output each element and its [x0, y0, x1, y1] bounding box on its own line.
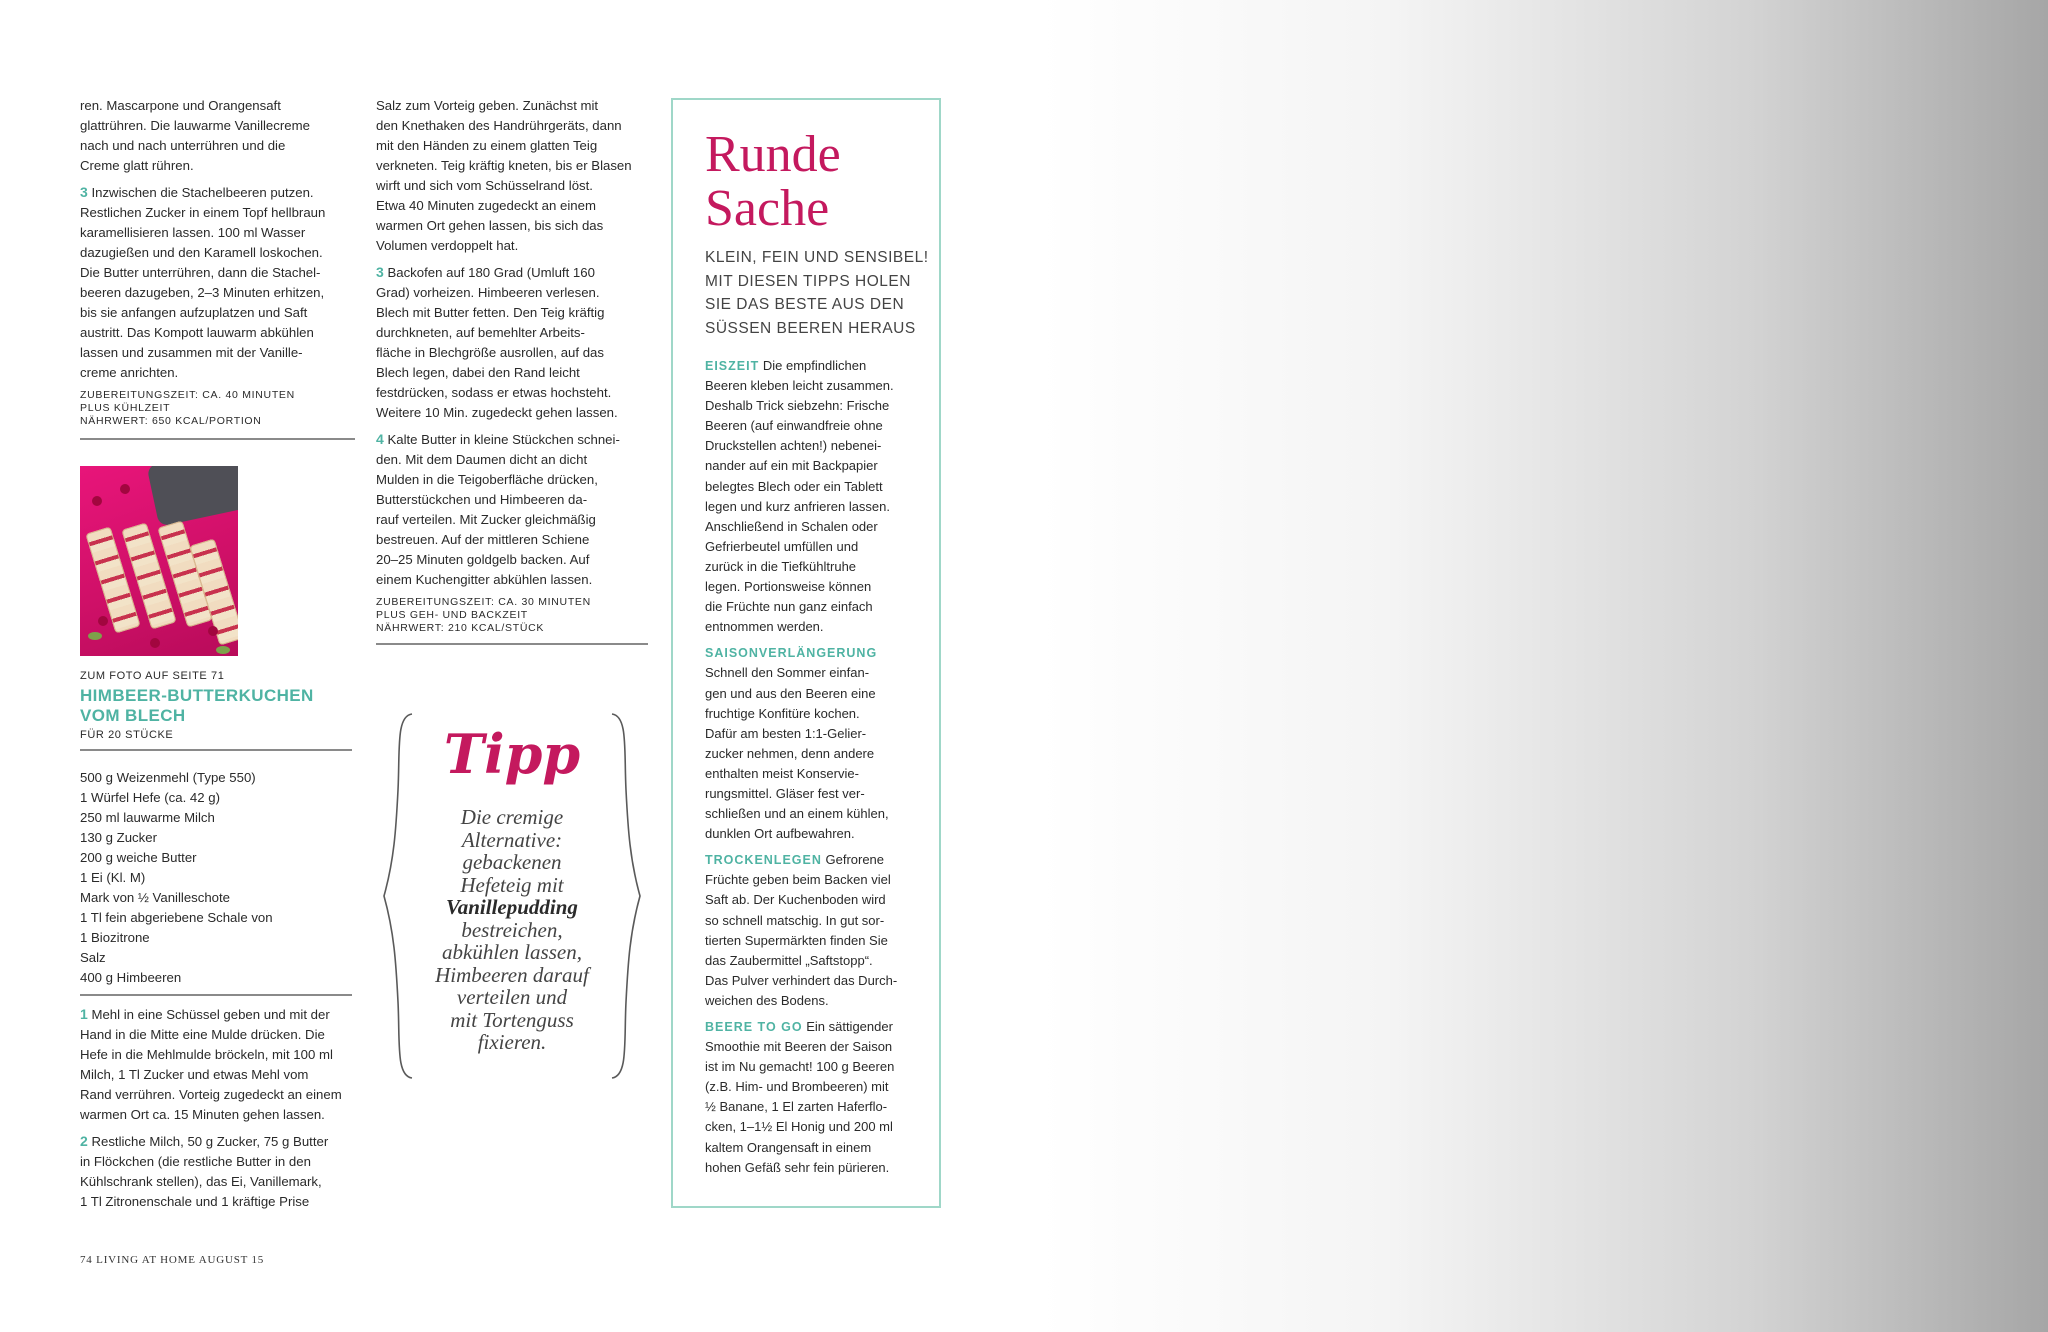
ingredient: 400 g Himbeeren: [80, 970, 182, 985]
step-number: 3: [376, 264, 384, 280]
divider: [376, 643, 648, 645]
raspberry: [208, 626, 218, 636]
ingredient: Mark von ½ Vanilleschote: [80, 890, 231, 905]
ingredient: 1 Ei (Kl. M): [80, 870, 146, 885]
ingredient: 1 Würfel Hefe (ca. 42 g): [80, 790, 220, 805]
ingredients-list: [80, 768, 352, 996]
tipp-title: Tipp: [443, 722, 581, 786]
tip-text: Gefrorene Früchte geben beim Backen viel Saft ab. Der Kuchenboden wird so schnell matschig. In gut sor- tierten Supermärkten finden Sie das Zaubermittel „Saftstopp“. Das Pulver verhindert das Durch- weichen des Bodens.: [705, 852, 898, 1008]
recipe-header: [80, 668, 352, 751]
ingredient: Salz: [80, 950, 106, 965]
recipe-meta: ZUBEREITUNGSZEIT: CA. 40 MINUTEN PLUS KÜHLZEIT NÄHRWERT: 650 KCAL/PORTION: [80, 389, 295, 427]
raspberry: [98, 616, 108, 626]
recipe-meta: ZUBEREITUNGSZEIT: CA. 30 MINUTEN PLUS GEH- UND BACKZEIT NÄHRWERT: 210 KCAL/STÜCK: [376, 596, 591, 634]
ingredient: 200 g weiche Butter: [80, 850, 197, 865]
step-3-paragraph: [376, 262, 648, 423]
baking-tray: [147, 466, 238, 527]
tip-section: [705, 850, 927, 1011]
tip-section: [705, 643, 927, 844]
tip-heading: BEERE TO GO: [705, 1020, 803, 1034]
ingredient: 130 g Zucker: [80, 830, 157, 845]
step-text: Restliche Milch, 50 g Zucker, 75 g Butter in Flöckchen (die restliche Butter in den Kühlschrank stellen), das Ei, Vanillemark, 1 Tl Zitronenschale und 1 kräftige Prise: [80, 1134, 329, 1209]
tip-text: Ein sättigender Smoothie mit Beeren der Saison ist im Nu gemacht! 100 g Beeren (z.B. Him- und Brombeeren) mit ½ Banane, 1 El zarten Haferflo- cken, 1–1½ El Honig und 200 ml kaltem Orangensaft in einem hohen Gefäß sehr fein pürieren.: [705, 1019, 895, 1175]
recipe-photo: [80, 466, 238, 656]
ingredient: 250 ml lauwarme Milch: [80, 810, 215, 825]
step-2-paragraph: [80, 1131, 355, 1212]
tipp-box: [378, 710, 646, 1082]
recipe-steps-left: [80, 1004, 355, 1212]
tip-heading: EISZEIT: [705, 359, 760, 373]
leaf: [216, 646, 230, 654]
column-left-top: [80, 96, 355, 440]
divider: [80, 438, 355, 440]
divider: [80, 994, 352, 996]
step-1-paragraph: [80, 1004, 355, 1125]
servings: FÜR 20 STÜCKE: [80, 729, 174, 741]
sidebar-body: [705, 356, 927, 1184]
tip-heading: TROCKENLEGEN: [705, 853, 822, 868]
tipp-text-bold: Vanillepudding: [446, 895, 578, 919]
recipe-title-line-2: VOM BLECH: [80, 706, 186, 725]
magazine-issue: LIVING AT HOME AUGUST 15: [96, 1254, 265, 1266]
raspberry: [120, 484, 130, 494]
step-number: 1: [80, 1006, 88, 1022]
page-footer: [80, 1254, 264, 1266]
leaf: [88, 632, 102, 640]
step-text: Inzwischen die Stachelbeeren putzen. Restlichen Zucker in einem Topf hellbraun karamellisieren lassen. 100 ml Wasser dazugießen und den Karamell loskochen. Die Butter unterrühren, dann die Stachel- beeren dazugeben, 2–3 Minuten erhitzen, bis sie anfangen aufzuplatzen und Saft austritt. Das Kompott lauwarm abkühlen lassen und zusammen mit der Vanille- creme anrichten.: [80, 185, 326, 380]
tip-section: [705, 356, 927, 637]
step-number: 4: [376, 431, 384, 447]
raspberry: [92, 496, 102, 506]
column-middle: [376, 96, 648, 645]
divider: [80, 749, 352, 751]
tip-heading: SAISONVERLÄNGERUNG: [705, 646, 878, 661]
ingredient: 1 Tl fein abgeriebene Schale von: [80, 910, 273, 925]
step-4-paragraph: [376, 429, 648, 590]
raspberry: [150, 638, 160, 648]
step-text: Backofen auf 180 Grad (Umluft 160 Grad) vorheizen. Himbeeren verlesen. Blech mit Butter fetten. Den Teig kräftig durchkneten, auf bemehlter Arbeits- fläche in Blechgröße ausrollen, auf das Blech legen, dabei den Rand leicht festdrücken, sodass er etwas hochsteht. Weitere 10 Min. zugedeckt gehen lassen.: [376, 265, 618, 420]
tipp-text-part: bestreichen, abkühlen lassen, Himbeeren darauf verteilen und mit Tortenguss fixieren.: [435, 917, 589, 1054]
sidebar-box: [671, 98, 941, 1208]
paragraph-continued: Salz zum Vorteig geben. Zunächst mit den Knethaken des Handrührgeräts, dann mit den Händen zu einem glatten Teig verkneten. Teig kräftig kneten, bis er Blasen wirft und sich vom Schüsselrand löst. Etwa 40 Minuten zugedeckt an einem warmen Ort gehen lassen, bis sich das Volumen verdoppelt hat.: [376, 98, 632, 253]
ingredient: 1 Biozitrone: [80, 930, 150, 945]
sidebar-subtitle: KLEIN, FEIN UND SENSIBEL! MIT DIESEN TIPPS HOLEN SIE DAS BESTE AUS DEN SÜSSEN BEEREN HERAUS: [705, 249, 929, 337]
photo-reference: ZUM FOTO AUF SEITE 71: [80, 670, 225, 682]
page-number: 74: [80, 1254, 93, 1266]
step-3-paragraph: [80, 182, 355, 383]
sidebar-title: Runde Sache: [705, 126, 841, 237]
ingredient: 500 g Weizenmehl (Type 550): [80, 770, 256, 785]
tipp-text: [408, 806, 616, 1054]
tip-text: Die empfindlichen Beeren kleben leicht zusammen. Deshalb Trick siebzehn: Frische Beeren (auf einwandfreie ohne Druckstellen achten!) nebenei- nander auf ein mit Backpapier belegtes Blech oder ein Tablett legen und kurz anfrieren lassen. Anschließend in Schalen oder Gefrierbeutel umfüllen und zurück in die Tiefkühltruhe legen. Portionsweise können die Früchte nun ganz einfach entnommen werden.: [705, 358, 894, 635]
paragraph-intro: ren. Mascarpone und Orangensaft glattrühren. Die lauwarme Vanillecreme nach und nach unterrühren und die Creme glatt rühren.: [80, 98, 310, 173]
step-text: Mehl in eine Schüssel geben und mit der Hand in die Mitte eine Mulde drücken. Die Hefe in die Mehlmulde bröckeln, mit 100 ml Milch, 1 Tl Zucker und etwas Mehl vom Rand verrühren. Vorteig zugedeckt an einem warmen Ort ca. 15 Minuten gehen lassen.: [80, 1007, 342, 1122]
tip-text: Schnell den Sommer einfan- gen und aus den Beeren eine fruchtige Konfitüre kochen. Dafür am besten 1:1-Gelier- zucker nehmen, denn andere enthalten meist Konservie- rungsmittel. Gläser fest ver- schließen und an einem kühlen, dunklen Ort aufbewahren.: [705, 665, 889, 842]
right-page-shadow: [1040, 0, 2048, 1332]
recipe-title-line-1: HIMBEER-BUTTERKUCHEN: [80, 686, 314, 705]
step-number: 2: [80, 1133, 88, 1149]
tipp-text-part: Die cremige Alternative: gebackenen Hefeteig mit: [460, 805, 564, 897]
step-number: 3: [80, 184, 88, 200]
tip-section: [705, 1017, 927, 1178]
step-text: Kalte Butter in kleine Stückchen schnei- den. Mit dem Daumen dicht an dicht Mulden in die Teigoberfläche drücken, Butterstückchen und Himbeeren da- rauf verteilen. Mit Zucker gleichmäßig bestreuen. Auf der mittleren Schiene 20–25 Minuten goldgelb backen. Auf einem Kuchengitter abkühlen lassen.: [376, 432, 620, 587]
